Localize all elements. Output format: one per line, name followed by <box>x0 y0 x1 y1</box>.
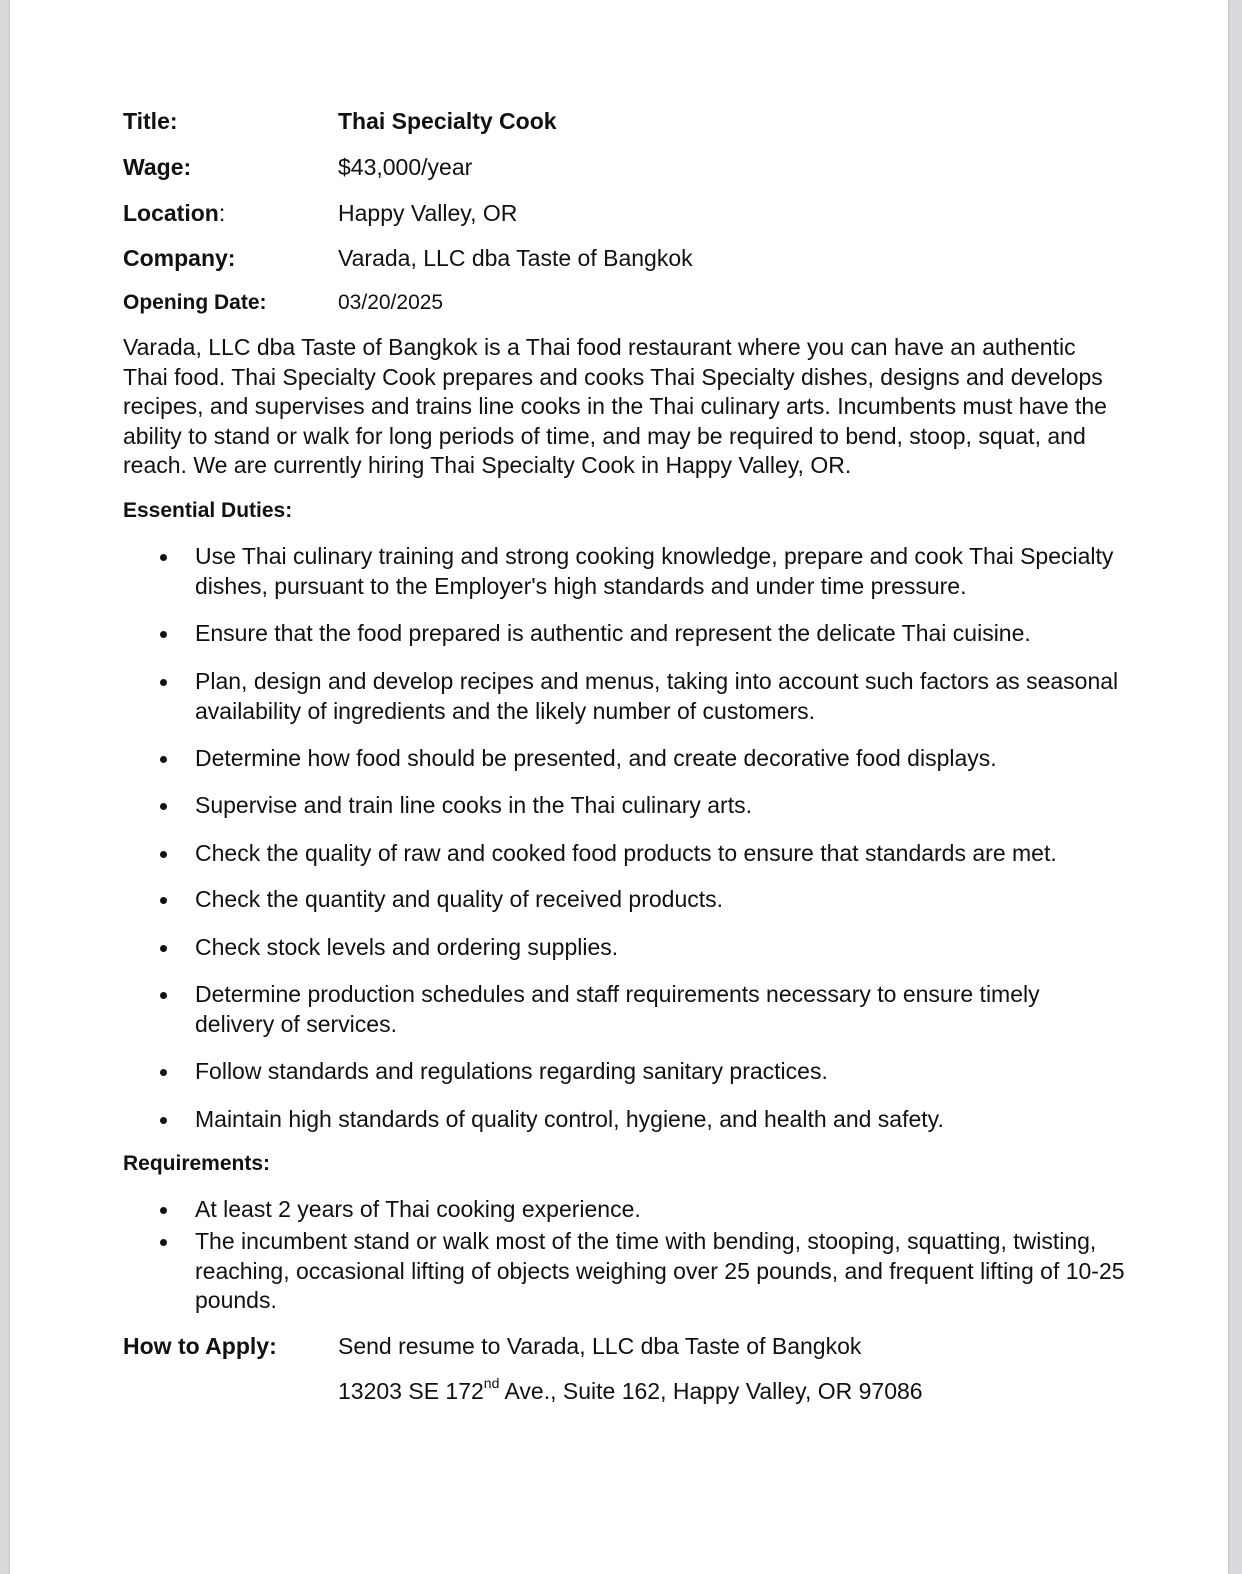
bullet-icon <box>160 1239 167 1246</box>
duty-text: Follow standards and regulations regarding sanitary practices. <box>195 1058 828 1084</box>
bullet-icon <box>160 992 167 999</box>
duty-text: Determine production schedules and staff requirements necessary to ensure timely delivery of services. <box>195 981 1040 1037</box>
bullet-icon <box>160 803 167 810</box>
address-ordinal-suffix: nd <box>483 1375 500 1392</box>
requirement-text: The incumbent stand or walk most of the time with bending, stooping, squatting, twisting, reaching, occasional lifting of objects weighing over 25 pounds, and frequent lifting of 10-25 pounds. <box>195 1228 1125 1313</box>
address-part-1: 13203 SE 172 <box>338 1378 484 1404</box>
bullet-icon <box>160 554 167 561</box>
bullet-icon <box>160 851 167 858</box>
bullet-icon <box>160 756 167 763</box>
bullet-icon <box>160 1207 167 1214</box>
intro-paragraph: Varada, LLC dba Taste of Bangkok is a Thai food restaurant where you can have an authentic Thai food. Thai Specialty Cook prepares and cooks Thai Specialty dishes, designs and develops recipes, and supervises and trains line cooks in the Thai culinary arts. Incumbents must have the ability to stand or walk for long periods of time, and may be required to bend, stoop, squat, and reach. We are currently hiring Thai Specialty Cook in Happy Valley, OR. <box>123 334 1107 478</box>
duty-text: Use Thai culinary training and strong cooking knowledge, prepare and cook Thai Specialty dishes, pursuant to the Employer's high standards and under time pressure. <box>195 543 1114 599</box>
bullet-icon <box>160 897 167 904</box>
title-label: Title: <box>123 108 178 134</box>
bullet-icon <box>160 945 167 952</box>
bullet-icon <box>160 631 167 638</box>
company-value: Varada, LLC dba Taste of Bangkok <box>338 245 693 271</box>
opening-date-value: 03/20/2025 <box>338 291 444 314</box>
bullet-icon <box>160 1069 167 1076</box>
duty-text: Determine how food should be presented, and create decorative food displays. <box>195 745 997 771</box>
duty-text: Plan, design and develop recipes and menus, taking into account such factors as seasonal availability of ingredients and the likely number of customers. <box>195 668 1119 724</box>
how-to-apply-label: How to Apply: <box>123 1333 277 1359</box>
bullet-icon <box>160 679 167 686</box>
location-label-colon: : <box>218 200 226 226</box>
location-label-text: Location <box>123 200 219 226</box>
wage-value: $43,000/year <box>338 154 473 180</box>
address-part-2: Ave., Suite 162, Happy Valley, OR 97086 <box>499 1378 923 1404</box>
duty-text: Supervise and train line cooks in the Thai culinary arts. <box>195 792 752 818</box>
mailing-address <box>338 1377 923 1405</box>
requirements-heading: Requirements: <box>123 1152 271 1175</box>
duty-text: Maintain high standards of quality control, hygiene, and health and safety. <box>195 1106 944 1132</box>
essential-duties-heading: Essential Duties: <box>123 499 293 522</box>
location-label <box>123 199 225 227</box>
title-value: Thai Specialty Cook <box>338 108 557 134</box>
document-page <box>10 0 1228 1574</box>
duty-text: Check the quantity and quality of received products. <box>195 886 724 912</box>
opening-date-label: Opening Date: <box>123 291 267 314</box>
duty-text: Ensure that the food prepared is authentic and represent the delicate Thai cuisine. <box>195 620 1031 646</box>
company-label: Company: <box>123 245 236 271</box>
requirement-text: At least 2 years of Thai cooking experience. <box>195 1196 641 1222</box>
wage-label: Wage: <box>123 154 192 180</box>
bullet-icon <box>160 1117 167 1124</box>
location-value: Happy Valley, OR <box>338 200 518 226</box>
duty-text: Check stock levels and ordering supplies. <box>195 934 619 960</box>
how-to-apply-line1: Send resume to Varada, LLC dba Taste of Bangkok <box>338 1333 862 1359</box>
duty-text: Check the quality of raw and cooked food products to ensure that standards are met. <box>195 840 1057 866</box>
